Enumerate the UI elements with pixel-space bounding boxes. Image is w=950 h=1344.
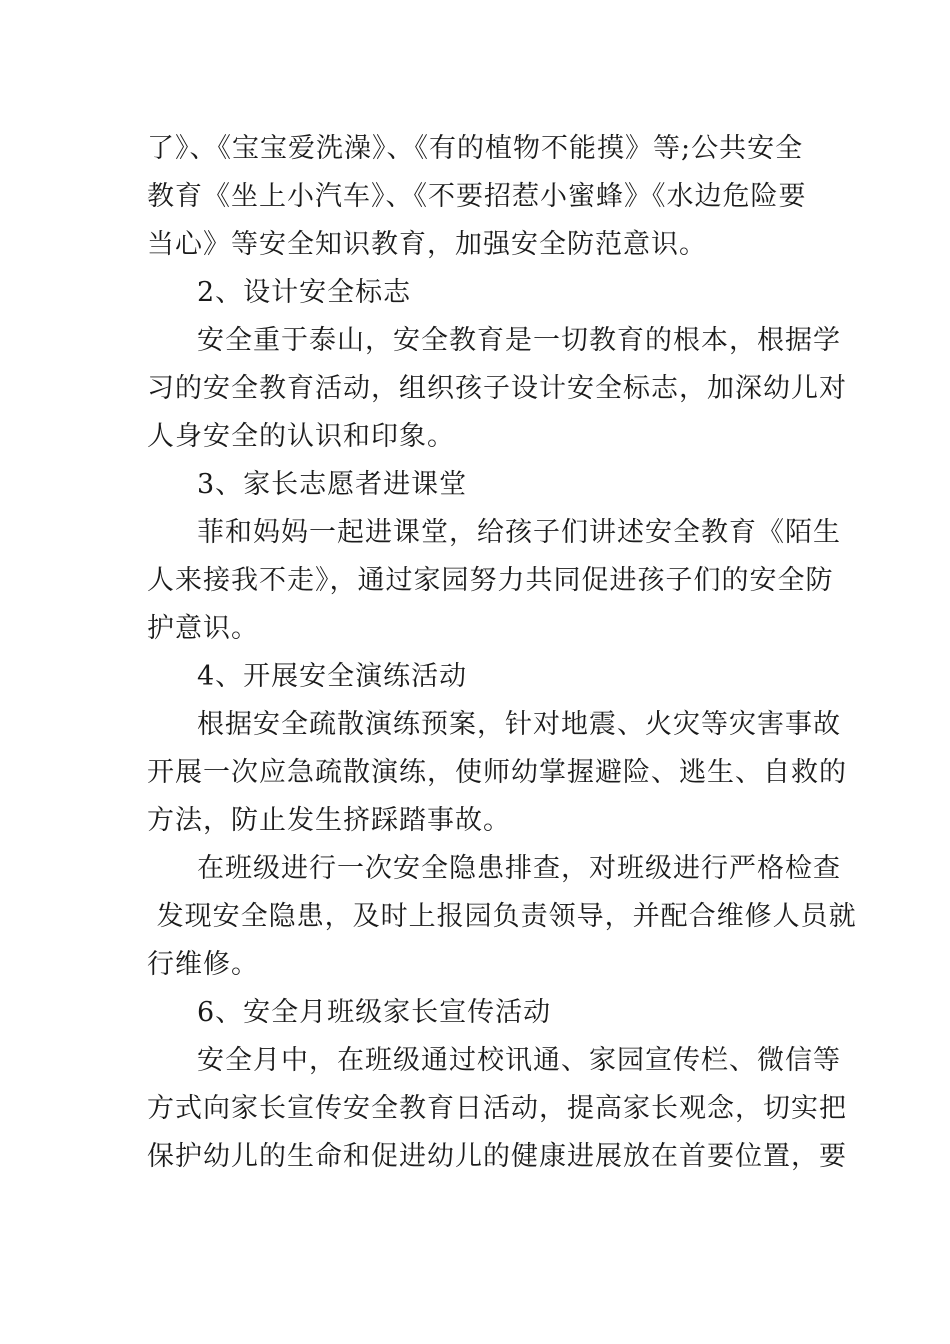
section-heading-4: 4、开展安全演练活动: [197, 661, 468, 692]
section-heading-6: 6、安全月班级家长宣传活动: [197, 997, 552, 1028]
text-line-5: 安全重于泰山，安全教育是一切教育的根本，根据学: [197, 325, 841, 356]
text-line-22: 保护幼儿的生命和促进幼儿的健康进展放在首要位置，要: [147, 1141, 847, 1172]
text-line-10: 人来接我不走》，通过家园努力共同促进孩子们的安全防: [147, 565, 834, 596]
document-body: [147, 125, 857, 1181]
text-line-16: 在班级进行一次安全隐患排查，对班级进行严格检查: [197, 853, 841, 884]
text-line-6: 习的安全教育活动，组织孩子设计安全标志，加深幼儿对: [147, 373, 847, 404]
text-line-9: 菲和妈妈一起进课堂，给孩子们讲述安全教育《陌生: [197, 517, 841, 548]
text-line-11: 护意识。: [147, 613, 259, 644]
text-line-7: 人身安全的认识和印象。: [147, 421, 455, 452]
text-line-3: 当心》等安全知识教育，加强安全防范意识。: [147, 229, 707, 260]
section-heading-2: 2、设计安全标志: [197, 277, 412, 308]
text-line-15: 方法，防止发生挤踩踏事故。: [147, 805, 511, 836]
text-line-21: 方式向家长宣传安全教育日活动，提高家长观念，切实把: [147, 1093, 847, 1124]
text-line-13: 根据安全疏散演练预案，针对地震、火灾等灾害事故: [197, 709, 841, 740]
text-line-17: 发现安全隐患，及时上报园负责领导，并配合维修人员就: [147, 901, 857, 932]
text-line-1: 了》、《宝宝爱洗澡》、《有的植物不能摸》等;公共安全: [147, 133, 804, 164]
text-line-14: 开展一次应急疏散演练，使师幼掌握避险、逃生、自救的: [147, 757, 847, 788]
section-heading-3: 3、家长志愿者进课堂: [197, 469, 468, 500]
text-line-20: 安全月中，在班级通过校讯通、家园宣传栏、微信等: [197, 1045, 841, 1076]
text-line-18: 行维修。: [147, 949, 259, 980]
text-line-2: 教育《坐上小汽车》、《不要招惹小蜜蜂》《水边危险要: [147, 181, 807, 212]
